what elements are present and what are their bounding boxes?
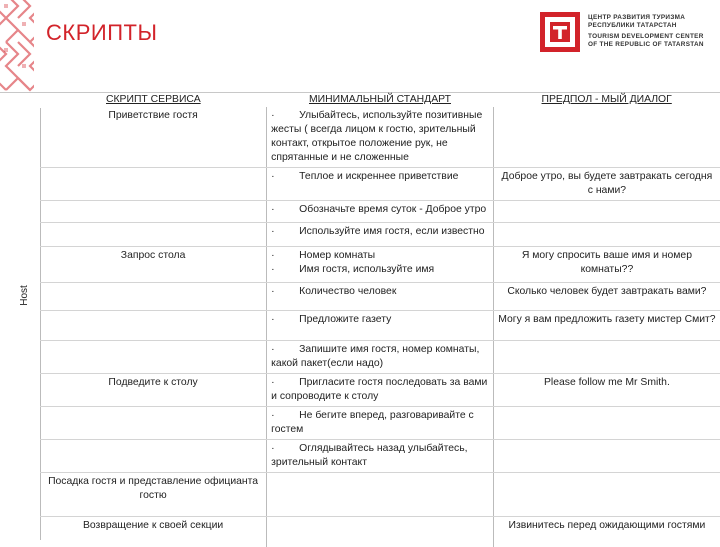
row-dialogue: Могу я вам предложить газету мистер Смит? [493,311,720,341]
row-script [40,283,267,311]
table-row [40,201,720,223]
row-standard: · Оглядывайтесь назад улыбайтесь, зрительный контакт [267,440,494,473]
column-header-dialogue: ПРЕДПОЛ - МЫЙ ДИАЛОГ [541,93,672,105]
row-dialogue: Please follow me Mr Smith. [493,374,720,407]
table-row [40,407,720,440]
row-standard: · Номер комнаты · Имя гостя, используйте имя [267,247,494,283]
row-standard: · Улыбайтесь, используйте позитивные жесты ( всегда лицом к гостю, зрительный контакт, открытое положение рук, не спрятанные и не сложенные [267,107,494,168]
row-dialogue [493,407,720,440]
row-script: Запрос стола [40,247,267,283]
logo [540,12,710,58]
row-dialogue: Доброе утро, вы будете завтракать сегодня с нами? [493,168,720,201]
row-standard [267,473,494,517]
row-dialogue [493,201,720,223]
table-row [40,311,720,341]
row-script: Подведите к столу [40,374,267,407]
row-standard: · Теплое и искреннее приветствие [267,168,494,201]
table-row [40,341,720,374]
decorative-pattern [0,0,34,92]
row-standard: · Не бегите вперед, разговаривайте с гостем [267,407,494,440]
row-script [40,168,267,201]
logo-ru-line1: ЦЕНТР РАЗВИТИЯ ТУРИЗМА [588,14,686,21]
row-dialogue [493,107,720,168]
row-dialogue [493,473,720,517]
row-script: Возвращение к своей секции [40,517,267,547]
table-row [40,440,720,473]
table-row [40,247,720,283]
row-script [40,201,267,223]
row-script [40,440,267,473]
row-standard [267,517,494,547]
row-standard: · Используйте имя гостя, если известно [267,223,494,247]
row-dialogue [493,440,720,473]
row-script [40,223,267,247]
row-dialogue: Извинитесь перед ожидающими гостями [508,520,706,531]
row-script: Посадка гостя и представление официанта гостю [40,473,267,517]
row-script: Приветствие гостя [40,107,267,168]
row-script [40,311,267,341]
logo-mark-icon [540,12,580,52]
row-dialogue: Сколько человек будет завтракать вами? [493,283,720,311]
logo-en-line1: TOURISM DEVELOPMENT CENTER [588,33,704,40]
scripts-table [40,92,720,547]
row-dialogue [493,223,720,247]
column-header-service-script: СКРИПТ СЕРВИСА [106,93,201,105]
row-script [40,341,267,374]
table-row [40,168,720,201]
left-strip [0,108,41,540]
table-row [40,107,720,168]
table-row [40,283,720,311]
row-standard: · Запишите имя гостя, номер комнаты, какой пакет(если надо) [267,341,494,374]
table-row [40,223,720,247]
row-standard: · Количество человек [267,283,494,311]
logo-ru-line2: РЕСПУБЛИКИ ТАТАРСТАН [588,22,677,29]
row-dialogue [493,341,720,374]
column-header-minimum-standard: МИНИМАЛЬНЫЙ СТАНДАРТ [308,93,451,105]
row-dialogue: Я могу спросить ваше имя и номер комнаты?? [493,247,720,283]
row-standard: · Пригласите гостя последовать за вами и сопроводите к столу [267,374,494,407]
table-row [40,473,720,517]
table-row [40,374,720,407]
row-script [40,407,267,440]
logo-en-line2: OF THE REPUBLIC OF TATARSTAN [588,41,704,48]
logo-text [588,14,704,49]
row-standard: · Предложите газету [267,311,494,341]
side-label: Host [18,285,30,306]
page-title: СКРИПТЫ [46,20,158,45]
row-standard: · Обозначьте время суток - Доброе утро [267,201,494,223]
table-row [40,517,720,547]
